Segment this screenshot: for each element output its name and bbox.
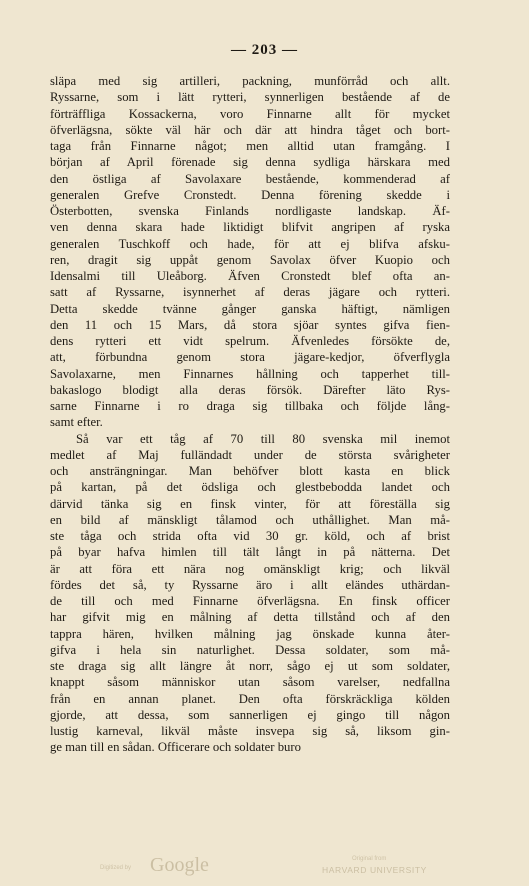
text-line: gifva i hela sin naturlighet. Dessa soldater, som må-: [50, 642, 450, 657]
text-line: ven denna skara hade liktidigt blifvit angripen af ryska: [50, 220, 450, 235]
text-line: att, förbundna genom stora jägare-kedjor, öfverflygla: [50, 350, 450, 365]
text-line: därvid tänka sig en finsk vinter, för att föreställa sig: [50, 496, 450, 511]
text-line: samt efter.: [50, 415, 103, 430]
google-watermark: Google: [150, 854, 209, 876]
text-line: ste tåga och strida ofta vid 30 gr. köld, och af brist: [50, 529, 450, 543]
text-line: generalen Tuschkoff och hade, för att ej blifva afsku-: [50, 236, 450, 251]
text-line: de till och med Finnarne öfverlägsna. En finsk officer: [50, 594, 450, 608]
text-line: ste draga sig allt längre åt norr, sågo ej ut som soldater,: [50, 659, 450, 673]
text-line: knappt såsom människor utan såsom varelser, nedfallna: [50, 675, 450, 690]
text-line: början af April förenade sig denna sydliga härskara med: [50, 155, 450, 170]
original-from-label: Original from: [352, 856, 387, 862]
digitized-by-label: Digitized by: [100, 865, 132, 871]
text-line: bakaslogo blodigt alla deras försök. Därefter läto Rys-: [50, 382, 450, 397]
text-line: generalen Grefve Cronstedt. Denna förening skedde i: [50, 187, 450, 202]
text-line: Så var ett tåg af 70 till 80 svenska mil inemot: [76, 431, 450, 446]
text-line: och ansträngningar. Man behöfver blott kasta en blick: [50, 464, 450, 478]
text-line: en bild af mänskligt tålamod och uthållighet. Man må-: [50, 512, 450, 527]
text-line: är att föra ett nära nog omänskligt krig; och likväl: [50, 561, 450, 576]
text-line: dens rytteri ett vidt spelrum. Äfvenledes försökte de,: [50, 334, 450, 348]
text-line: gjorde, att dessa, som sannerligen ej gingo till någon: [50, 707, 450, 722]
text-line: lustig karneval, likväl måste insvepa sig så, liksom gin-: [50, 724, 450, 738]
text-line: satt af Ryssarne, isynnerhet af deras jägare och rytteri.: [50, 285, 450, 300]
text-line: Österbotten, svenska Finlands nordligaste landskap. Äf-: [50, 204, 450, 218]
text-line: ren, dragit sig uppåt genom Savolax öfver Kuopio och: [50, 252, 450, 267]
text-line: ge man till en sådan. Officerare och soldater buro: [50, 740, 301, 755]
text-line: på byar hafva himlen till tält långt in på nätterna. Det: [50, 545, 450, 560]
text-line: tappra hären, hvilken målning jag önskade kunna åter-: [50, 626, 450, 641]
text-line: taga från Finnarne något; men alltid utan framgång. I: [50, 139, 450, 153]
scan-footer: [0, 852, 529, 882]
text-line: öfverlägsna, sökte väl här och där att hindra tåget och bort-: [50, 122, 450, 137]
body-text: [50, 73, 450, 756]
text-line: på kartan, på det ödsliga och glestbebodda landet och: [50, 480, 450, 495]
text-line: Savolaxarne, men Finnarnes hållning och tapperhet till-: [50, 366, 450, 381]
text-line: från en annan planet. Den ofta förskräckliga kölden: [50, 691, 450, 706]
text-line: medlet af Maj fulländadt under de största svårigheter: [50, 447, 450, 462]
text-line: fördes det så, ty Ryssarne äro i allt eländes uthärdan-: [50, 577, 450, 592]
text-line: Ryssarne, som i lätt rytteri, synnerligen bestående af de: [50, 90, 450, 105]
page-number: — 203 —: [231, 42, 298, 58]
text-line: Idensalmi till Uleåborg. Äfven Cronstedt blef ofta an-: [50, 269, 450, 283]
text-line: förträffliga Kossackerna, voro Finnarne allt för mycket: [50, 106, 450, 121]
text-line: Detta skedde tvänne gånger ganska häftigt, nämligen: [50, 301, 450, 316]
library-watermark: HARVARD UNIVERSITY: [322, 865, 427, 875]
text-line: har gifvit mig en målning af detta tillstånd och af den: [50, 610, 450, 625]
text-line: den östliga af Savolaxare bestående, kommenderad af: [50, 171, 450, 186]
text-line: den 11 och 15 Mars, då stora sjöar syntes gifva fien-: [50, 317, 450, 332]
text-line: sarne Finnarne i ro draga sig tillbaka och följde lång-: [50, 399, 450, 413]
text-line: släpa med sig artilleri, packning, munförråd och allt.: [50, 74, 450, 88]
